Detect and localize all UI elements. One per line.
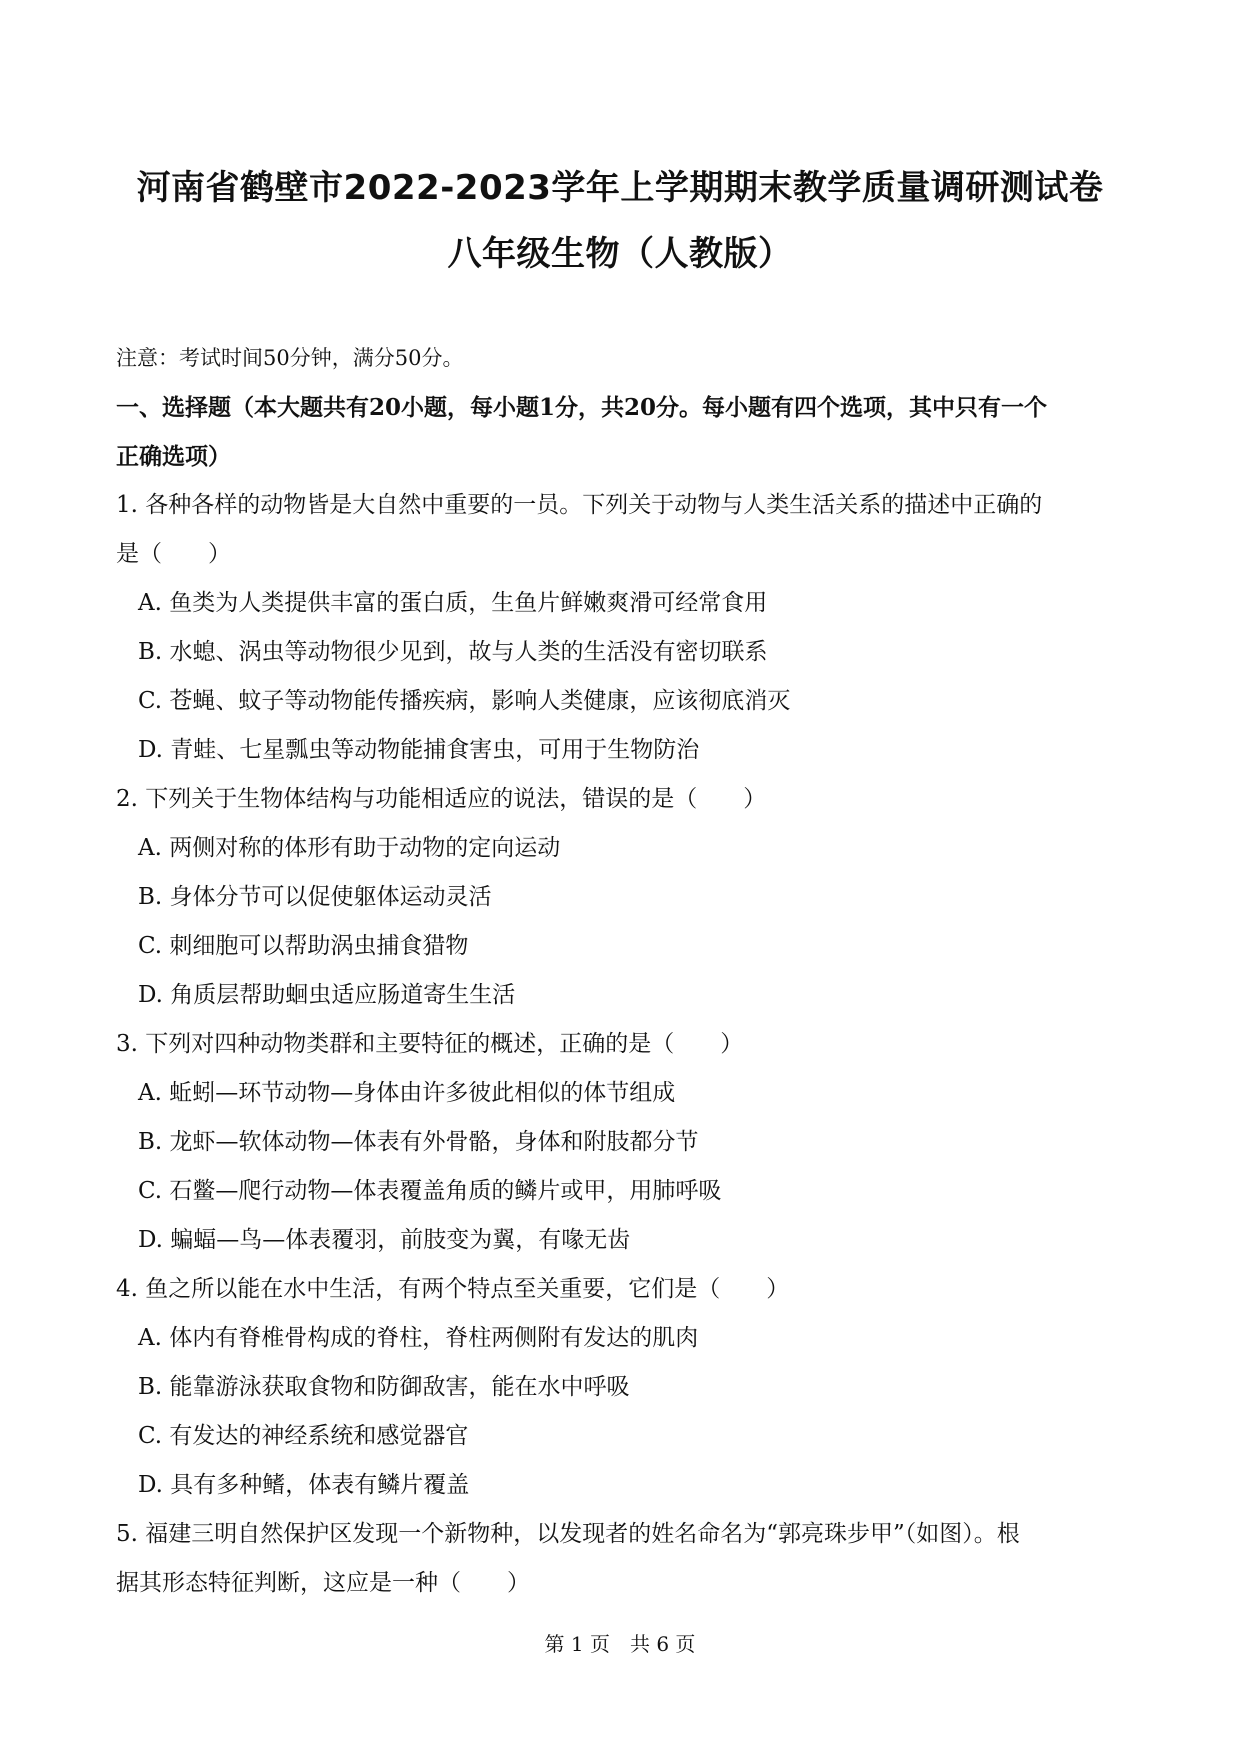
option-b: B. 水螅、涡虫等动物很少见到，故与人类的生活没有密切联系 <box>138 639 768 665</box>
page-footer: 第 1 页 共 6 页 <box>544 1632 696 1656</box>
question-4 <box>116 1265 1130 1510</box>
option-c: C. 有发达的神经系统和感觉器官 <box>138 1423 469 1449</box>
section-heading: 一、选择题（本大题共有20小题，每小题1分，共20分。每小题有四个选项，其中只有一个 <box>116 394 1048 421</box>
option-a: A. 鱼类为人类提供丰富的蛋白质，生鱼片鲜嫩爽滑可经常食用 <box>138 590 768 616</box>
question-stem: 1. 各种各样的动物皆是大自然中重要的一员。下列关于动物与人类生活关系的描述中正确的 <box>116 492 1043 518</box>
option-b: B. 能靠游泳获取食物和防御敌害，能在水中呼吸 <box>138 1374 630 1400</box>
option-d: D. 青蛙、七星瓢虫等动物能捕食害虫，可用于生物防治 <box>138 737 700 763</box>
question-stem: 4. 鱼之所以能在水中生活，有两个特点至关重要，它们是（ ） <box>116 1276 790 1302</box>
question-stem-continued: 是（ ） <box>116 541 231 567</box>
option-b: B. 身体分节可以促使躯体运动灵活 <box>138 884 492 910</box>
exam-subtitle: 八年级生物（人教版） <box>447 234 793 274</box>
exam-notice: 注意：考试时间50分钟，满分50分。 <box>116 346 464 370</box>
option-d: D. 具有多种鳍，体表有鳞片覆盖 <box>138 1472 470 1498</box>
section-heading-continued: 正确选项） <box>116 443 231 470</box>
option-a: A. 蚯蚓—环节动物—身体由许多彼此相似的体节组成 <box>138 1080 676 1106</box>
option-a: A. 两侧对称的体形有助于动物的定向运动 <box>138 835 561 861</box>
question-3 <box>116 1020 1130 1265</box>
option-c: C. 刺细胞可以帮助涡虫捕食猎物 <box>138 933 469 959</box>
question-stem: 3. 下列对四种动物类群和主要特征的概述，正确的是（ ） <box>116 1031 744 1057</box>
option-c: C. 苍蝇、蚊子等动物能传播疾病，影响人类健康，应该彻底消灭 <box>138 688 791 714</box>
question-stem-continued: 据其形态特征判断，这应是一种（ ） <box>116 1570 530 1596</box>
question-1 <box>116 481 1130 775</box>
exam-content <box>116 334 1130 1608</box>
question-stem: 2. 下列关于生物体结构与功能相适应的说法，错误的是（ ） <box>116 786 767 812</box>
option-a: A. 体内有脊椎骨构成的脊柱，脊柱两侧附有发达的肌肉 <box>138 1325 699 1351</box>
question-stem: 5. 福建三明自然保护区发现一个新物种，以发现者的姓名命名为“郭亮珠步甲”（如图）。根 <box>116 1521 1020 1547</box>
exam-title: 河南省鹤壁市2022-2023学年上学期期末教学质量调研测试卷 <box>136 168 1104 208</box>
option-d: D. 角质层帮助蛔虫适应肠道寄生生活 <box>138 982 516 1008</box>
option-b: B. 龙虾—软体动物—体表有外骨骼，身体和附肢都分节 <box>138 1129 699 1155</box>
question-5 <box>116 1510 1130 1608</box>
question-2 <box>116 775 1130 1020</box>
option-d: D. 蝙蝠—鸟—体表覆羽，前肢变为翼，有喙无齿 <box>138 1227 631 1253</box>
option-c: C. 石鳖—爬行动物—体表覆盖角质的鳞片或甲，用肺呼吸 <box>138 1178 722 1204</box>
